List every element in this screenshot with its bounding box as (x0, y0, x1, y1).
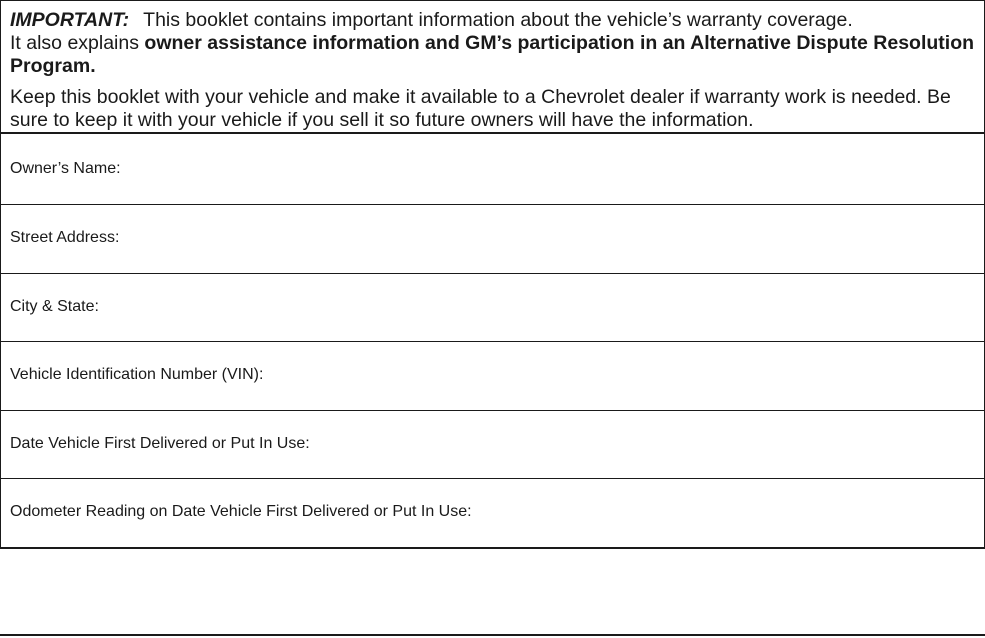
notice-line1-text: This booklet contains important information about the vehicle’s warranty coverage. (143, 9, 853, 31)
field-row-vin[interactable] (1, 341, 984, 410)
notice-paragraph-2: Keep this booklet with your vehicle and make it available to a Chevrolet dealer if warranty work is needed. Be sure to keep it with your vehicle if you sell it so future owners will have the information. (10, 86, 951, 131)
field-row-owners-name[interactable] (1, 136, 984, 204)
field-label-odometer-reading: Odometer Reading on Date Vehicle First Delivered or Put In Use: (10, 503, 472, 520)
field-label-street-address: Street Address: (10, 229, 120, 246)
important-label: IMPORTANT: (10, 9, 130, 31)
notice-paragraph-1 (10, 9, 974, 78)
field-row-street-address[interactable] (1, 204, 984, 273)
field-label-date-delivered: Date Vehicle First Delivered or Put In Use: (10, 435, 310, 452)
field-label-owners-name: Owner’s Name: (10, 160, 121, 177)
notice-line2-bold: owner assistance information and GM’s participation in an Alternative Dispute Resolution Program. (10, 32, 975, 77)
important-notice (1, 1, 984, 134)
field-row-odometer-reading[interactable] (1, 478, 984, 547)
field-label-vin: Vehicle Identification Number (VIN): (10, 366, 264, 383)
field-label-city-state: City & State: (10, 298, 99, 315)
notice-line2-prefix: It also explains (10, 32, 145, 54)
field-row-date-delivered[interactable] (1, 410, 984, 478)
field-row-city-state[interactable] (1, 273, 984, 341)
page-bottom-rule (0, 634, 985, 636)
